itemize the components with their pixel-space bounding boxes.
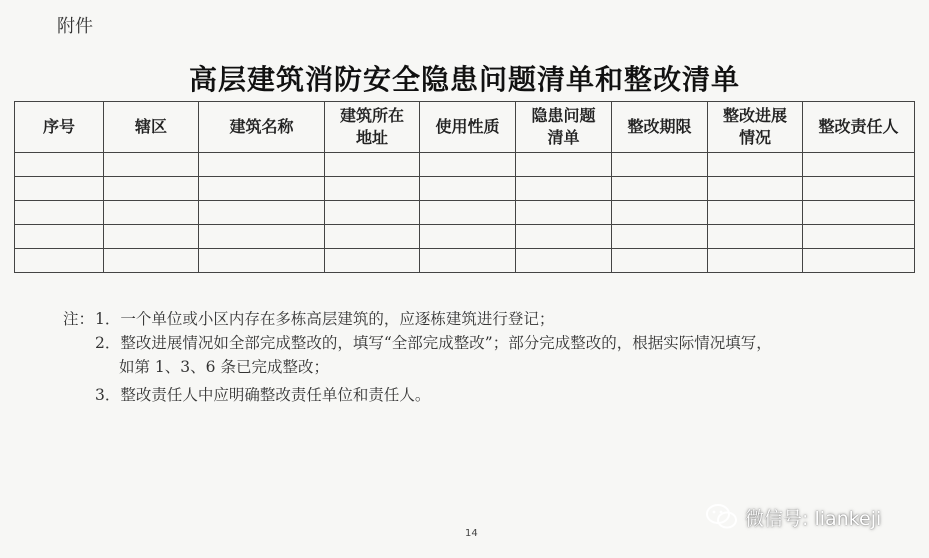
column-header-text: 序号	[42, 117, 75, 136]
table-cell[interactable]	[803, 177, 915, 201]
table-cell[interactable]	[15, 201, 104, 225]
table-cell[interactable]	[803, 153, 915, 177]
attachment-label: 附件	[57, 16, 93, 37]
table-cell[interactable]	[612, 249, 708, 273]
table-cell[interactable]	[516, 153, 612, 177]
table-row	[15, 177, 915, 201]
table-cell[interactable]	[612, 177, 708, 201]
note-2: 2．整改进展情况如全部完成整改的，填写“全部完成整改”；部分完成整改的，根据实际情况填写，	[95, 334, 772, 352]
watermark	[705, 503, 881, 531]
column-header	[199, 102, 325, 153]
table-cell[interactable]	[325, 201, 420, 225]
note-1: 1．一个单位或小区内存在多栋高层建筑的，应逐栋建筑进行登记；	[95, 310, 555, 328]
table-cell[interactable]	[612, 153, 708, 177]
table-cell[interactable]	[516, 225, 612, 249]
table-cell[interactable]	[199, 177, 325, 201]
column-header	[104, 102, 199, 153]
column-header-text: 整改责任人	[818, 117, 899, 136]
table-body	[15, 153, 915, 273]
table-cell[interactable]	[15, 153, 104, 177]
table-cell[interactable]	[199, 225, 325, 249]
column-header-text: 建筑所在	[339, 106, 404, 125]
table-cell[interactable]	[420, 177, 516, 201]
column-header-text: 地址	[355, 128, 388, 147]
table-cell[interactable]	[104, 153, 199, 177]
table-cell[interactable]	[104, 201, 199, 225]
column-header-text: 整改进展	[722, 106, 787, 125]
column-header-text: 建筑名称	[229, 117, 294, 136]
table-cell[interactable]	[420, 201, 516, 225]
table-cell[interactable]	[803, 249, 915, 273]
table-cell[interactable]	[104, 225, 199, 249]
column-header-text: 隐患问题	[531, 106, 596, 125]
table-cell[interactable]	[612, 201, 708, 225]
notes-prefix: 注：	[63, 310, 95, 328]
table-cell[interactable]	[199, 249, 325, 273]
wechat-icon	[705, 503, 739, 531]
column-header-text: 辖区	[134, 117, 167, 136]
table-cell[interactable]	[15, 177, 104, 201]
table-cell[interactable]	[420, 249, 516, 273]
table-cell[interactable]	[420, 153, 516, 177]
column-header-text: 情况	[738, 128, 771, 147]
table-cell[interactable]	[104, 249, 199, 273]
note-2-continued: 如第 1、3、6 条已完成整改；	[119, 358, 329, 376]
column-header-text: 整改期限	[627, 117, 692, 136]
column-header	[420, 102, 516, 153]
table-cell[interactable]	[199, 201, 325, 225]
table-cell[interactable]	[325, 225, 420, 249]
table-cell[interactable]	[516, 177, 612, 201]
table-cell[interactable]	[708, 225, 803, 249]
inspection-table	[14, 101, 915, 273]
table-cell[interactable]	[708, 201, 803, 225]
table-cell[interactable]	[612, 225, 708, 249]
table-cell[interactable]	[325, 249, 420, 273]
table-cell[interactable]	[325, 153, 420, 177]
table-cell[interactable]	[15, 225, 104, 249]
column-header	[516, 102, 612, 153]
page-number: 14	[465, 528, 478, 539]
table-cell[interactable]	[803, 225, 915, 249]
table-cell[interactable]	[708, 153, 803, 177]
table-cell[interactable]	[803, 201, 915, 225]
column-header	[325, 102, 420, 153]
table-cell[interactable]	[708, 249, 803, 273]
table-cell[interactable]	[516, 249, 612, 273]
column-header	[612, 102, 708, 153]
table-row	[15, 249, 915, 273]
table-cell[interactable]	[420, 225, 516, 249]
table-row	[15, 153, 915, 177]
watermark-text: 微信号: liankeji	[745, 507, 882, 530]
column-header	[803, 102, 915, 153]
table-row	[15, 225, 915, 249]
column-header-text: 使用性质	[435, 117, 500, 136]
table-cell[interactable]	[15, 249, 104, 273]
table-header-row	[15, 102, 915, 153]
page-title: 高层建筑消防安全隐患问题清单和整改清单	[188, 63, 740, 96]
table-row	[15, 201, 915, 225]
column-header-text: 清单	[547, 128, 580, 147]
table-cell[interactable]	[708, 177, 803, 201]
table-cell[interactable]	[516, 201, 612, 225]
table-cell[interactable]	[325, 177, 420, 201]
column-header	[708, 102, 803, 153]
note-3: 3．整改责任人中应明确整改责任单位和责任人。	[95, 386, 431, 404]
table-cell[interactable]	[199, 153, 325, 177]
column-header	[15, 102, 104, 153]
table-cell[interactable]	[104, 177, 199, 201]
